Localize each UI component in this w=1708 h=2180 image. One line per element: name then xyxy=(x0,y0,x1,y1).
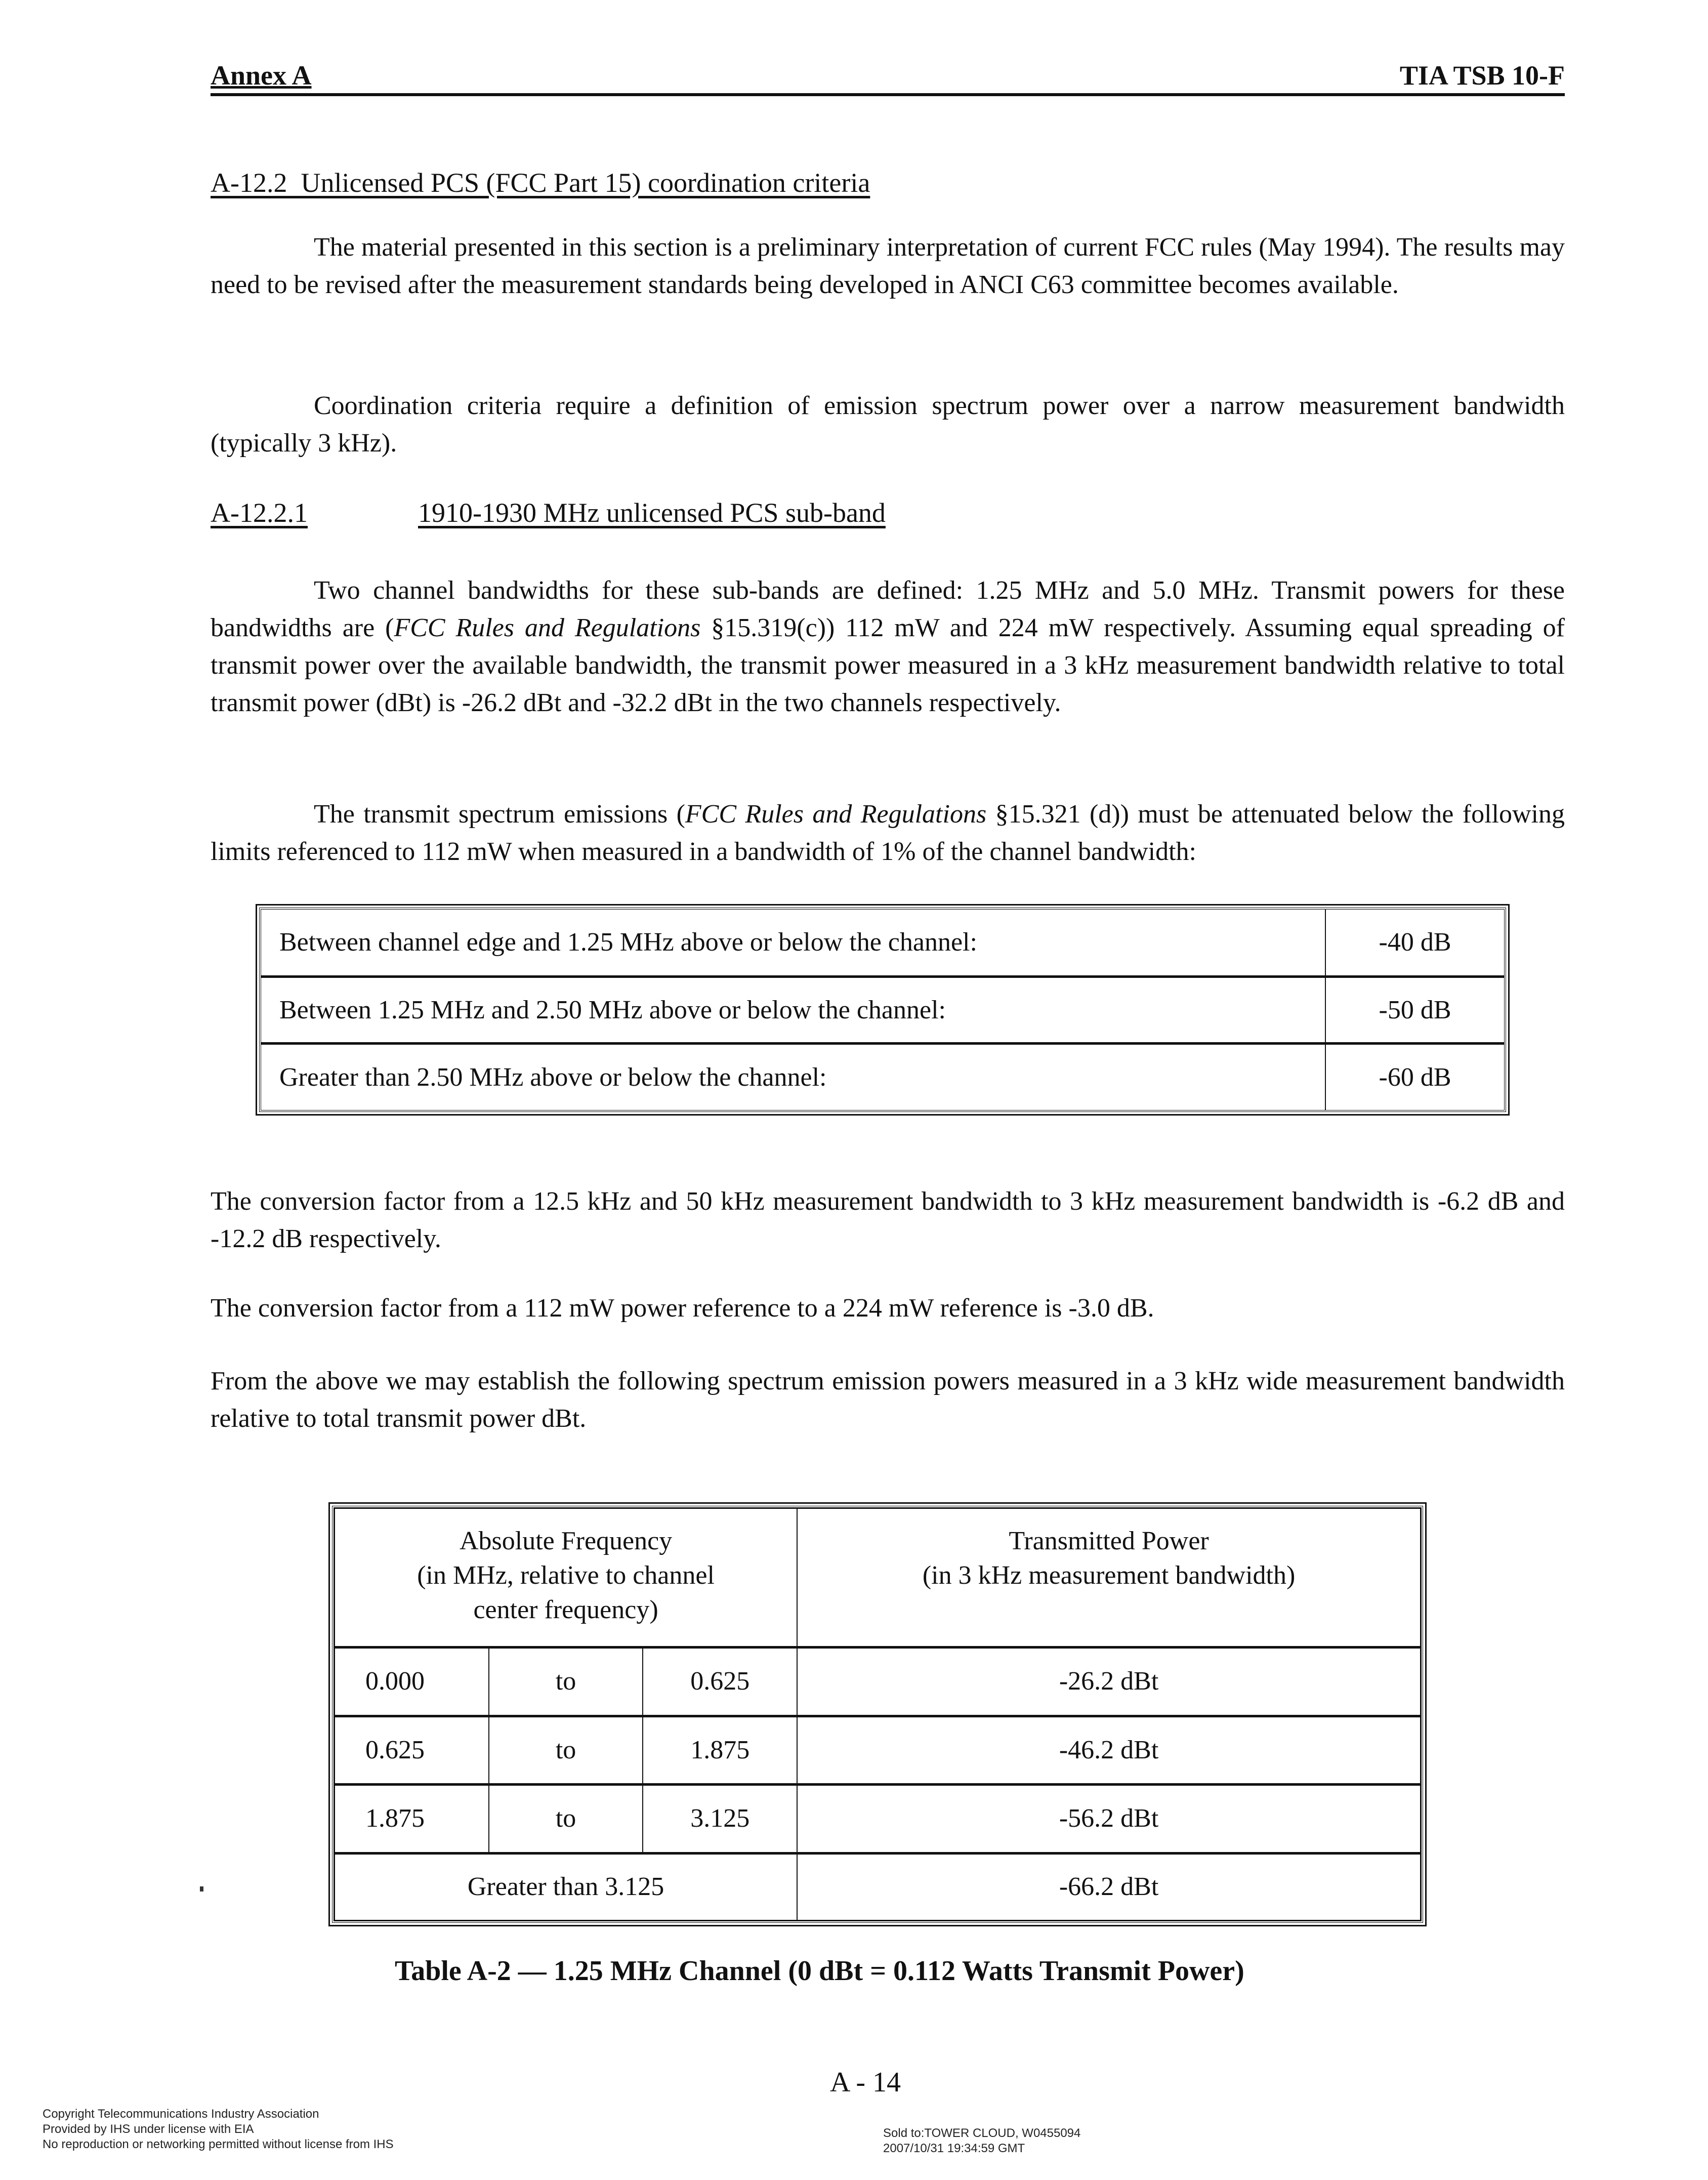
coordination-paragraph: Coordination criteria require a definition of emission spectrum power over a narrow measurement bandwidth (typically 3 kHz). xyxy=(211,391,1565,458)
table-row xyxy=(335,1716,1421,1785)
license-footer xyxy=(883,2126,1080,2156)
table-row xyxy=(335,1853,1421,1920)
transmitted-power: -56.2 dBt xyxy=(797,1785,1421,1854)
power-reference-paragraph: The conversion factor from a 112 mW power reference to a 224 mW reference is -3.0 dB. xyxy=(211,1294,1154,1323)
rules-citation: FCC Rules and Regulations xyxy=(685,800,987,829)
frequency-column-header xyxy=(335,1508,797,1648)
section-title: Unlicensed PCS (FCC Part 15) coordination criteria xyxy=(301,168,870,198)
header-document-id: TIA TSB 10-F xyxy=(1399,60,1565,91)
limit-value: -40 dB xyxy=(1325,910,1504,976)
text-run: Two channel bandwidths for these sub-bands are defined: 1.25 MHz and 5.0 MHz. Transmit powers for these bandwidths are ( xyxy=(211,576,1565,642)
table-header-row xyxy=(335,1508,1421,1648)
section-title-a-12-2-1: 1910-1930 MHz unlicensed PCS sub-band xyxy=(418,498,886,528)
table-row xyxy=(261,1043,1504,1110)
header-line: center frequency) xyxy=(473,1595,658,1624)
transmitted-power: -66.2 dBt xyxy=(797,1853,1421,1920)
text-run: §15.319(c)) 112 mW and 224 mW respectively. Assuming equal spreading of transmit power over the available bandwidth, the transmit power measured in a 3 kHz measurement bandwidth relative to total transmit power (dBt) is -26.2 dBt and -32.2 dBt in the two channels respectively. xyxy=(211,613,1565,717)
table-caption: Table A-2 — 1.25 MHz Channel (0 dBt = 0.112 Watts Transmit Power) xyxy=(395,1955,1244,1987)
frequency-from: 0.625 xyxy=(335,1716,489,1785)
power-column-header xyxy=(797,1508,1421,1648)
text-run: §15.321 (d)) must be attenuated below the following limits referenced to 112 mW when measured in a bandwidth of 1% of the channel bandwidth: xyxy=(211,800,1565,866)
header-annex-label: Annex A xyxy=(211,60,312,91)
limit-value: -50 dB xyxy=(1325,976,1504,1043)
transmitted-power: -26.2 dBt xyxy=(797,1648,1421,1716)
bandwidth-conversion-paragraph: The conversion factor from a 12.5 kHz and 50 kHz measurement bandwidth to 3 kHz measurement bandwidth is -6.2 dB and -12.2 dB respectively. xyxy=(211,1187,1565,1253)
frequency-to: 1.875 xyxy=(643,1716,797,1785)
frequency-from: 0.000 xyxy=(335,1648,489,1716)
limit-condition: Greater than 2.50 MHz above or below the channel: xyxy=(279,1062,827,1092)
range-separator: to xyxy=(489,1648,643,1716)
footer-line: Sold to:TOWER CLOUD, W0455094 xyxy=(883,2126,1081,2140)
limit-condition: Between 1.25 MHz and 2.50 MHz above or below the channel: xyxy=(261,976,1325,1043)
limit-condition: Between channel edge and 1.25 MHz above or below the channel: xyxy=(261,910,1325,976)
header-divider xyxy=(211,93,1565,96)
footer-line: Provided by IHS under license with EIA xyxy=(43,2122,254,2136)
table-row xyxy=(261,910,1504,976)
table-row xyxy=(335,1648,1421,1716)
intro-paragraph: The material presented in this section is a preliminary interpretation of current FCC rules (May 1994). The results may need to be revised after the measurement standards being developed in ANCI C63 committee becomes available. xyxy=(211,233,1565,299)
header-line: (in MHz, relative to channel xyxy=(417,1561,715,1590)
frequency-from: 1.875 xyxy=(335,1785,489,1854)
section-heading-a-12-2 xyxy=(211,167,870,198)
attenuation-limits-table xyxy=(259,908,1506,1112)
rules-citation: FCC Rules and Regulations xyxy=(394,613,701,642)
frequency-to: 3.125 xyxy=(643,1785,797,1854)
copyright-footer xyxy=(43,2107,394,2152)
transmitted-power: -46.2 dBt xyxy=(797,1716,1421,1785)
text-run: The transmit spectrum emissions ( xyxy=(314,800,685,829)
section-number: A-12.2 xyxy=(211,168,287,198)
page-number: A - 14 xyxy=(830,2067,901,2098)
limit-value: -60 dB xyxy=(1325,1043,1504,1110)
emissions-paragraph xyxy=(211,796,1565,871)
range-separator: to xyxy=(489,1785,643,1854)
summary-paragraph: From the above we may establish the following spectrum emission powers measured in a 3 kHz wide measurement bandwidth relative to total transmit power dBt. xyxy=(211,1367,1565,1433)
frequency-to: 0.625 xyxy=(643,1648,797,1716)
header-line: (in 3 kHz measurement bandwidth) xyxy=(922,1561,1296,1590)
channel-bandwidth-paragraph xyxy=(211,572,1565,722)
table-row xyxy=(261,976,1504,1043)
emission-power-table xyxy=(332,1506,1423,1923)
range-separator: to xyxy=(489,1716,643,1785)
section-number-a-12-2-1: A-12.2.1 xyxy=(211,498,308,528)
footer-line: 2007/10/31 19:34:59 GMT xyxy=(883,2142,1025,2155)
footer-line: Copyright Telecommunications Industry Association xyxy=(43,2107,319,2121)
header-line: Transmitted Power xyxy=(1009,1527,1209,1555)
scan-speck xyxy=(200,1886,203,1891)
header-line: Absolute Frequency xyxy=(459,1527,673,1555)
table-row xyxy=(335,1785,1421,1854)
frequency-range: Greater than 3.125 xyxy=(335,1853,797,1920)
footer-line: No reproduction or networking permitted without license from IHS xyxy=(43,2137,394,2151)
